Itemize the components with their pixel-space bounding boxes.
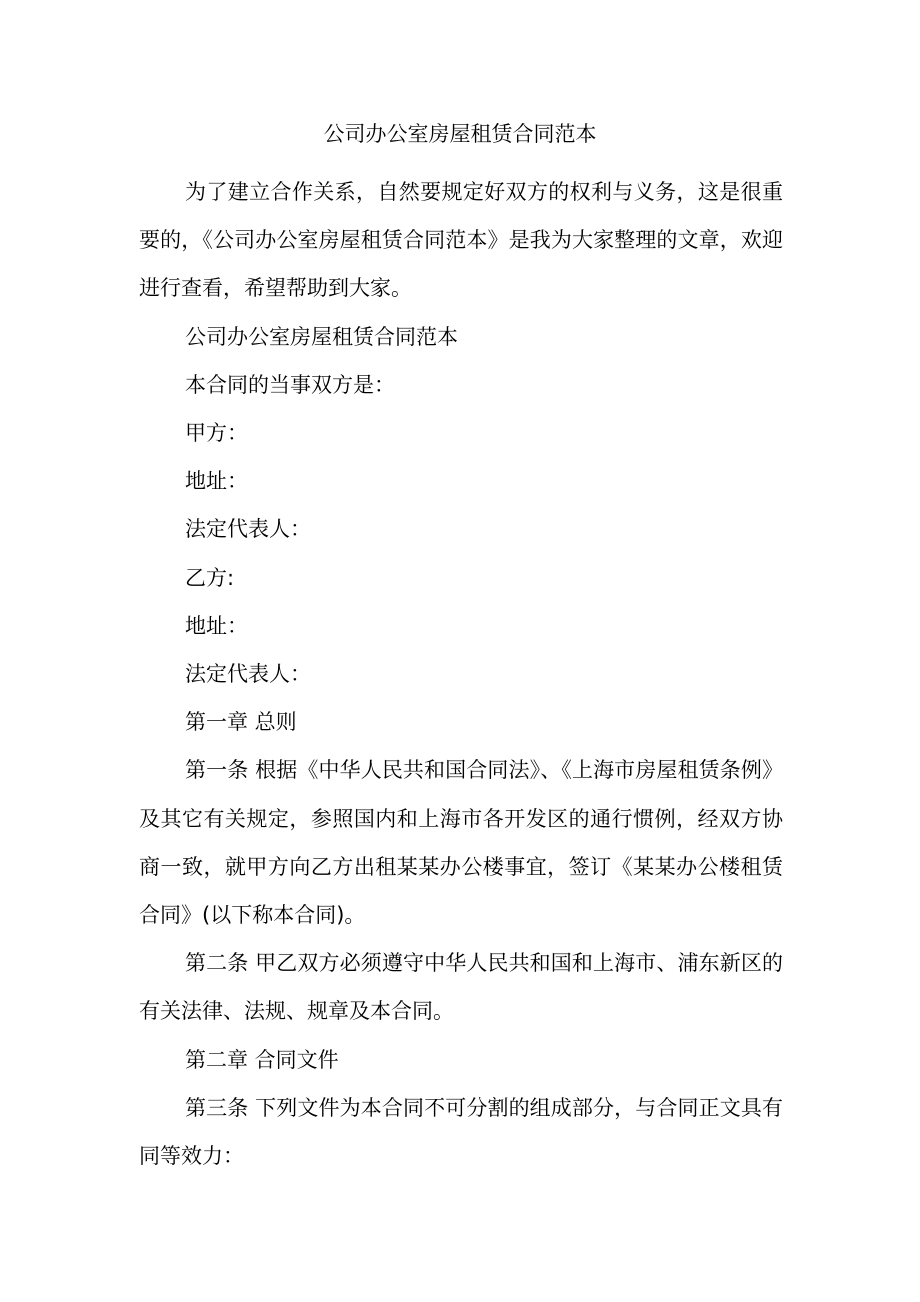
article-2: 第二条 甲乙双方必须遵守中华人民共和国和上海市、浦东新区的有关法律、法规、规章及本合同。 — [139, 951, 783, 1024]
party-a-label: 甲方： — [185, 421, 248, 446]
party-b-address: 地址： — [185, 613, 248, 638]
party-b-representative: 法定代表人： — [185, 662, 311, 687]
intro-paragraph: 为了建立合作关系，自然要规定好双方的权利与义务，这是很重要的，《公司办公室房屋租赁合同范本》是我为大家整理的文章，欢迎进行查看，希望帮助到大家。 — [139, 180, 783, 301]
party-a-address: 地址： — [185, 469, 248, 494]
chapter-1-heading: 第一章 总则 — [185, 710, 297, 735]
party-b-label: 乙方: — [185, 565, 235, 590]
chapter-2-heading: 第二章 合同文件 — [185, 1047, 339, 1072]
article-1: 第一条 根据《中华人民共和国合同法》、《上海市房屋租赁条例》及其它有关规定，参照国内和上海市各开发区的通行惯例，经双方协商一致，就甲方向乙方出租某某办公楼事宜，签订《某某办公楼租赁合同》(以下称本合同)。 — [139, 758, 783, 928]
article-3: 第三条 下列文件为本合同不可分割的组成部分，与合同正文具有同等效力： — [139, 1095, 783, 1169]
document-title: 公司办公室房屋租赁合同范本 — [323, 122, 597, 146]
contract-heading: 公司办公室房屋租赁合同范本 — [185, 324, 458, 349]
party-a-representative: 法定代表人： — [185, 517, 311, 542]
parties-intro: 本合同的当事双方是： — [185, 372, 395, 397]
document-body — [139, 168, 783, 1180]
